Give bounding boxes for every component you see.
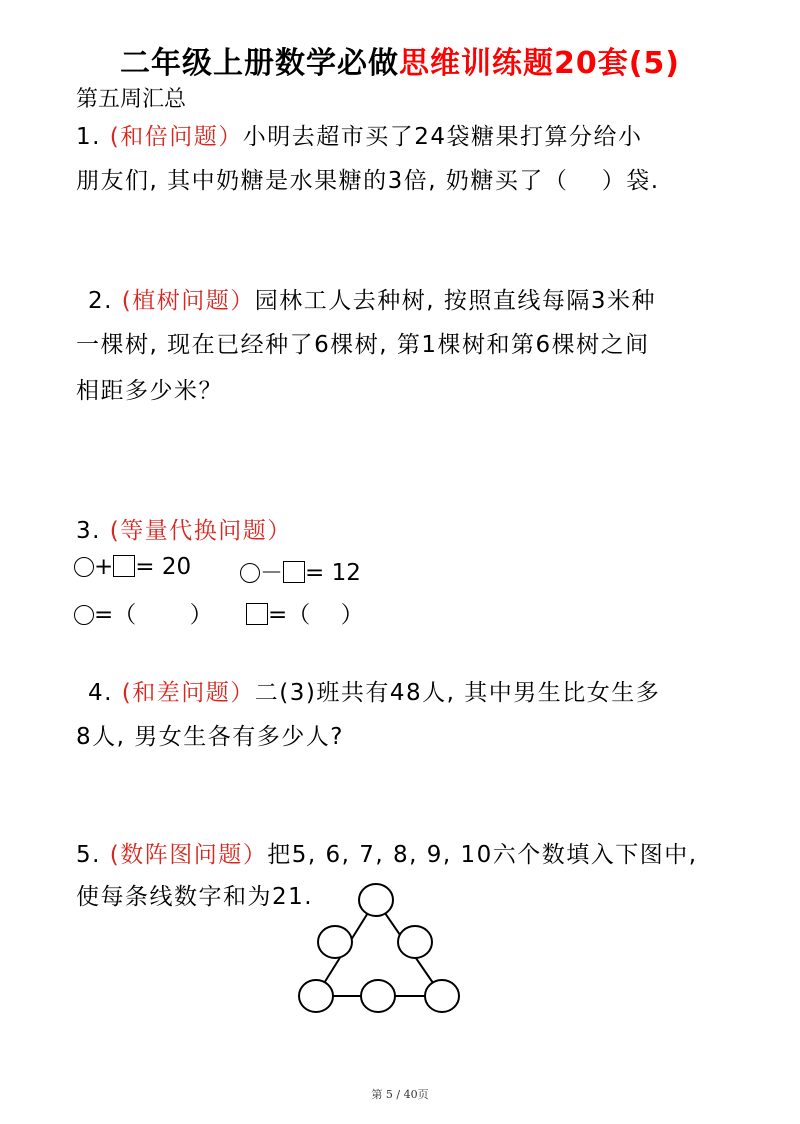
blank-circle-bottom-mid[interactable]	[361, 980, 395, 1012]
q4-text1: 二(3)班共有48人, 其中男生比女生多	[254, 680, 661, 706]
q3-answer-square-blank: =（ ）	[268, 602, 364, 628]
q3-tag: (等量代换问题）	[109, 518, 292, 544]
title-black: 二年级上册数学必做	[119, 46, 399, 81]
blank-circle-bottom-right[interactable]	[425, 980, 459, 1012]
q4-line2: 8人, 男女生各有多少人?	[76, 724, 344, 750]
q4-number: 4.	[88, 680, 113, 706]
blank-circle-right-mid[interactable]	[398, 926, 432, 958]
q2-line2: 一棵树, 现在已经种了6棵树, 第1棵树和第6棵树之间	[76, 332, 650, 358]
q2-text1: 园林工人去种树, 按照直线每隔3米种	[254, 288, 657, 314]
q2-line3: 相距多少米？	[76, 378, 223, 404]
page-number: 第 5 / 40页	[371, 1088, 429, 1101]
q4-tag: (和差问题）	[121, 680, 255, 706]
q5-tag: (数阵图问题）	[109, 842, 268, 868]
q3-minus: －	[260, 560, 283, 586]
q2-tag: (植树问题）	[121, 288, 255, 314]
blank-circle-top[interactable]	[359, 884, 393, 916]
q1-tag: (和倍问题）	[109, 124, 243, 150]
q3-eq1-result: = 20	[135, 554, 192, 580]
blank-circle-left-mid[interactable]	[318, 926, 352, 958]
q3-plus: +	[94, 554, 114, 580]
title-red: 思维训练题20套(5)	[398, 46, 681, 81]
q5-number: 5.	[76, 842, 101, 868]
q2-number: 2.	[88, 288, 113, 314]
q5-line2: 使每条线数字和为21.	[76, 884, 314, 910]
q3-answer-circle-blank: =（ ）	[94, 602, 213, 628]
q3-number: 3.	[76, 518, 101, 544]
week-subtitle: 第五周汇总	[76, 87, 187, 112]
q5-text1: 把5, 6, 7, 8, 9, 10六个数填入下图中,	[267, 842, 698, 868]
q1-text1: 小明去超市买了24袋糖果打算分给小	[242, 124, 643, 150]
q1-number: 1.	[76, 124, 101, 150]
q3-eq2-result: = 12	[305, 560, 361, 586]
q1-line2: 朋友们, 其中奶糖是水果糖的3倍, 奶糖买了（ ）袋.	[76, 168, 660, 194]
blank-circle-bottom-left[interactable]	[299, 980, 333, 1012]
